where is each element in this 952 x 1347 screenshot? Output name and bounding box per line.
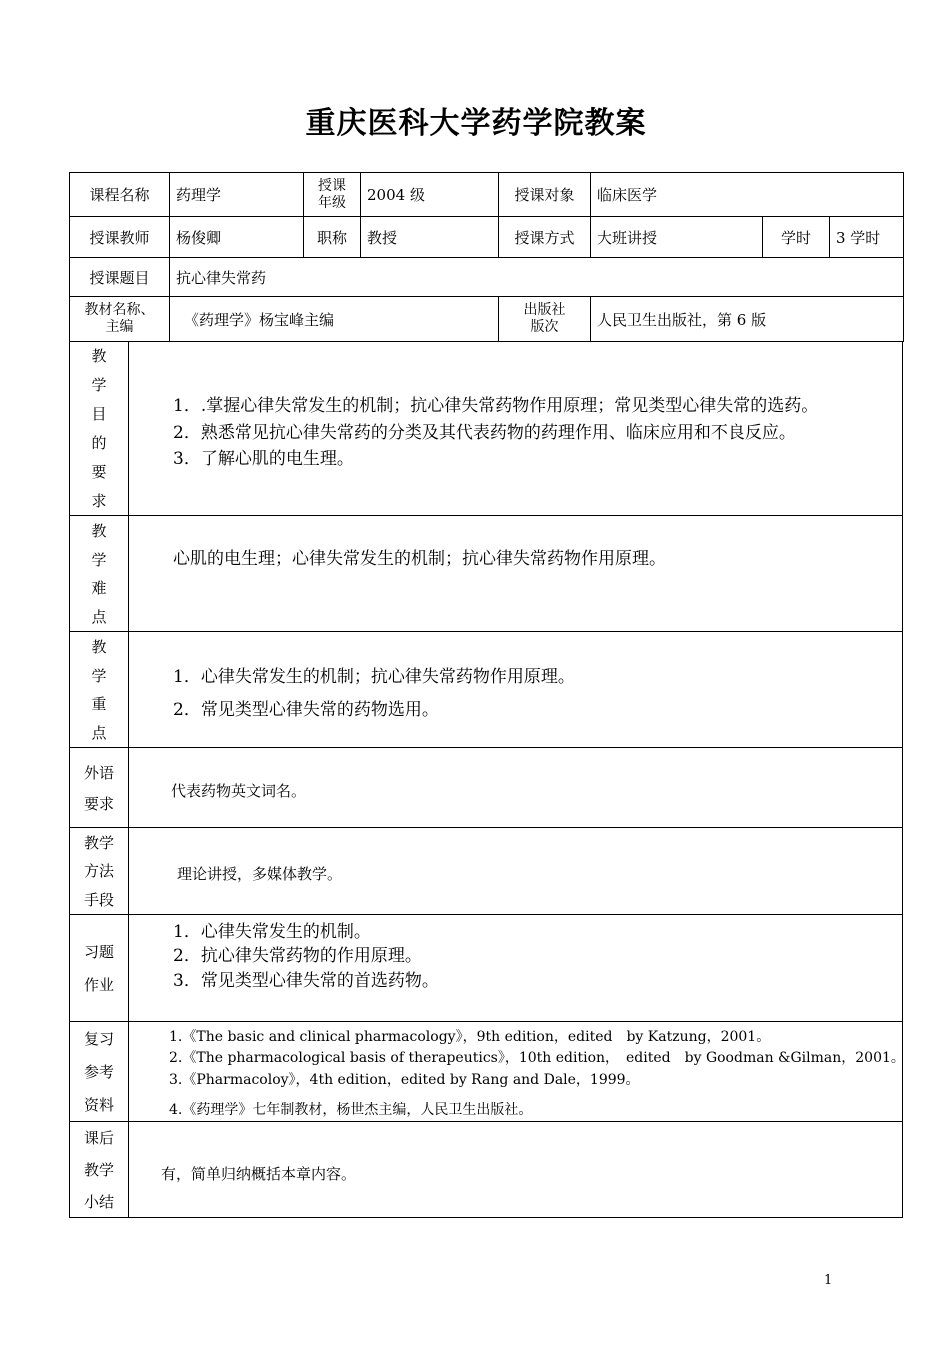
course-name-label: 课程名称 (70, 173, 170, 217)
reference-line: 1.《The basic and clinical pharmacology》，9th edition，edited by Katzung，2001。 (169, 1029, 771, 1045)
teacher-value: 杨俊卿 (170, 217, 304, 258)
homework-label: 习题 作业 (70, 915, 129, 1021)
foreign-language-line: 代表药物英文词名。 (171, 782, 307, 800)
difficulty-line: 心肌的电生理；心律失常发生的机制；抗心律失常药物作用原理。 (173, 549, 666, 569)
key-points-label: 教 学 重 点 (70, 632, 129, 747)
summary-line: 有，简单归纳概括本章内容。 (161, 1165, 357, 1183)
objectives-label: 教 学 目 的 要 求 (70, 341, 129, 515)
homework-section (69, 915, 903, 1022)
objective-line: 2．熟悉常见抗心律失常药的分类及其代表药物的药理作用、临床应用和不良反应。 (173, 423, 796, 443)
key-point-line: 2．常见类型心律失常的药物选用。 (173, 700, 439, 720)
hours-label: 学时 (763, 217, 830, 258)
references-label: 复习 参考 资料 (70, 1022, 129, 1121)
foreign-language-section (69, 748, 903, 828)
audience-label: 授课对象 (499, 173, 591, 217)
teacher-label: 授课教师 (70, 217, 170, 258)
audience-value: 临床医学 (591, 173, 904, 217)
key-points-section (69, 632, 903, 748)
difficulties-label: 教 学 难 点 (70, 516, 129, 631)
reference-line: 3.《Pharmacoloy》，4th edition，edited by Rang and Dale，1999。 (169, 1072, 640, 1088)
summary-label: 课后 教学 小结 (70, 1122, 129, 1217)
objective-line: 3．了解心肌的电生理。 (173, 449, 354, 469)
textbook-value: 《药理学》杨宝峰主编 (170, 297, 499, 342)
objective-line: 1．.掌握心律失常发生的机制；抗心律失常药物作用原理；常见类型心律失常的选药。 (173, 396, 819, 416)
title-value: 教授 (361, 217, 499, 258)
hours-value: 3 学时 (830, 217, 904, 258)
key-point-line: 1．心律失常发生的机制；抗心律失常药物作用原理。 (173, 667, 575, 687)
document-title: 重庆医科大学药学院教案 (305, 106, 647, 141)
textbook-label: 教材名称、 主编 (70, 297, 170, 342)
objectives-section (69, 341, 903, 516)
foreign-language-label: 外语 要求 (70, 748, 129, 827)
page-number: 1 (824, 1273, 833, 1288)
reference-line: 2.《The pharmacological basis of therapeutics》，10th edition， edited by Goodman &Gilman，2001。 (169, 1050, 905, 1066)
teaching-methods-line: 理论讲授，多媒体教学。 (177, 865, 343, 883)
method-value: 大班讲授 (591, 217, 763, 258)
topic-value: 抗心律失常药 (170, 258, 904, 297)
difficulties-section (69, 516, 903, 632)
publisher-label: 出版社 版次 (499, 297, 591, 342)
grade-label: 授课 年级 (304, 173, 361, 217)
course-info-table (69, 172, 904, 342)
reference-line: 4.《药理学》七年制教材，杨世杰主编，人民卫生出版社。 (169, 1102, 533, 1118)
summary-section (69, 1122, 903, 1218)
topic-label: 授课题目 (70, 258, 170, 297)
teaching-methods-section (69, 828, 903, 915)
teaching-methods-label: 教学 方法 手段 (70, 828, 129, 914)
publisher-value: 人民卫生出版社，第 6 版 (591, 297, 904, 342)
homework-line: 2．抗心律失常药物的作用原理。 (173, 946, 422, 966)
homework-line: 1．心律失常发生的机制。 (173, 922, 371, 942)
course-name-value: 药理学 (170, 173, 304, 217)
homework-line: 3．常见类型心律失常的首选药物。 (173, 971, 439, 991)
method-label: 授课方式 (499, 217, 591, 258)
grade-value: 2004 级 (361, 173, 499, 217)
title-label: 职称 (304, 217, 361, 258)
references-section (69, 1022, 903, 1122)
